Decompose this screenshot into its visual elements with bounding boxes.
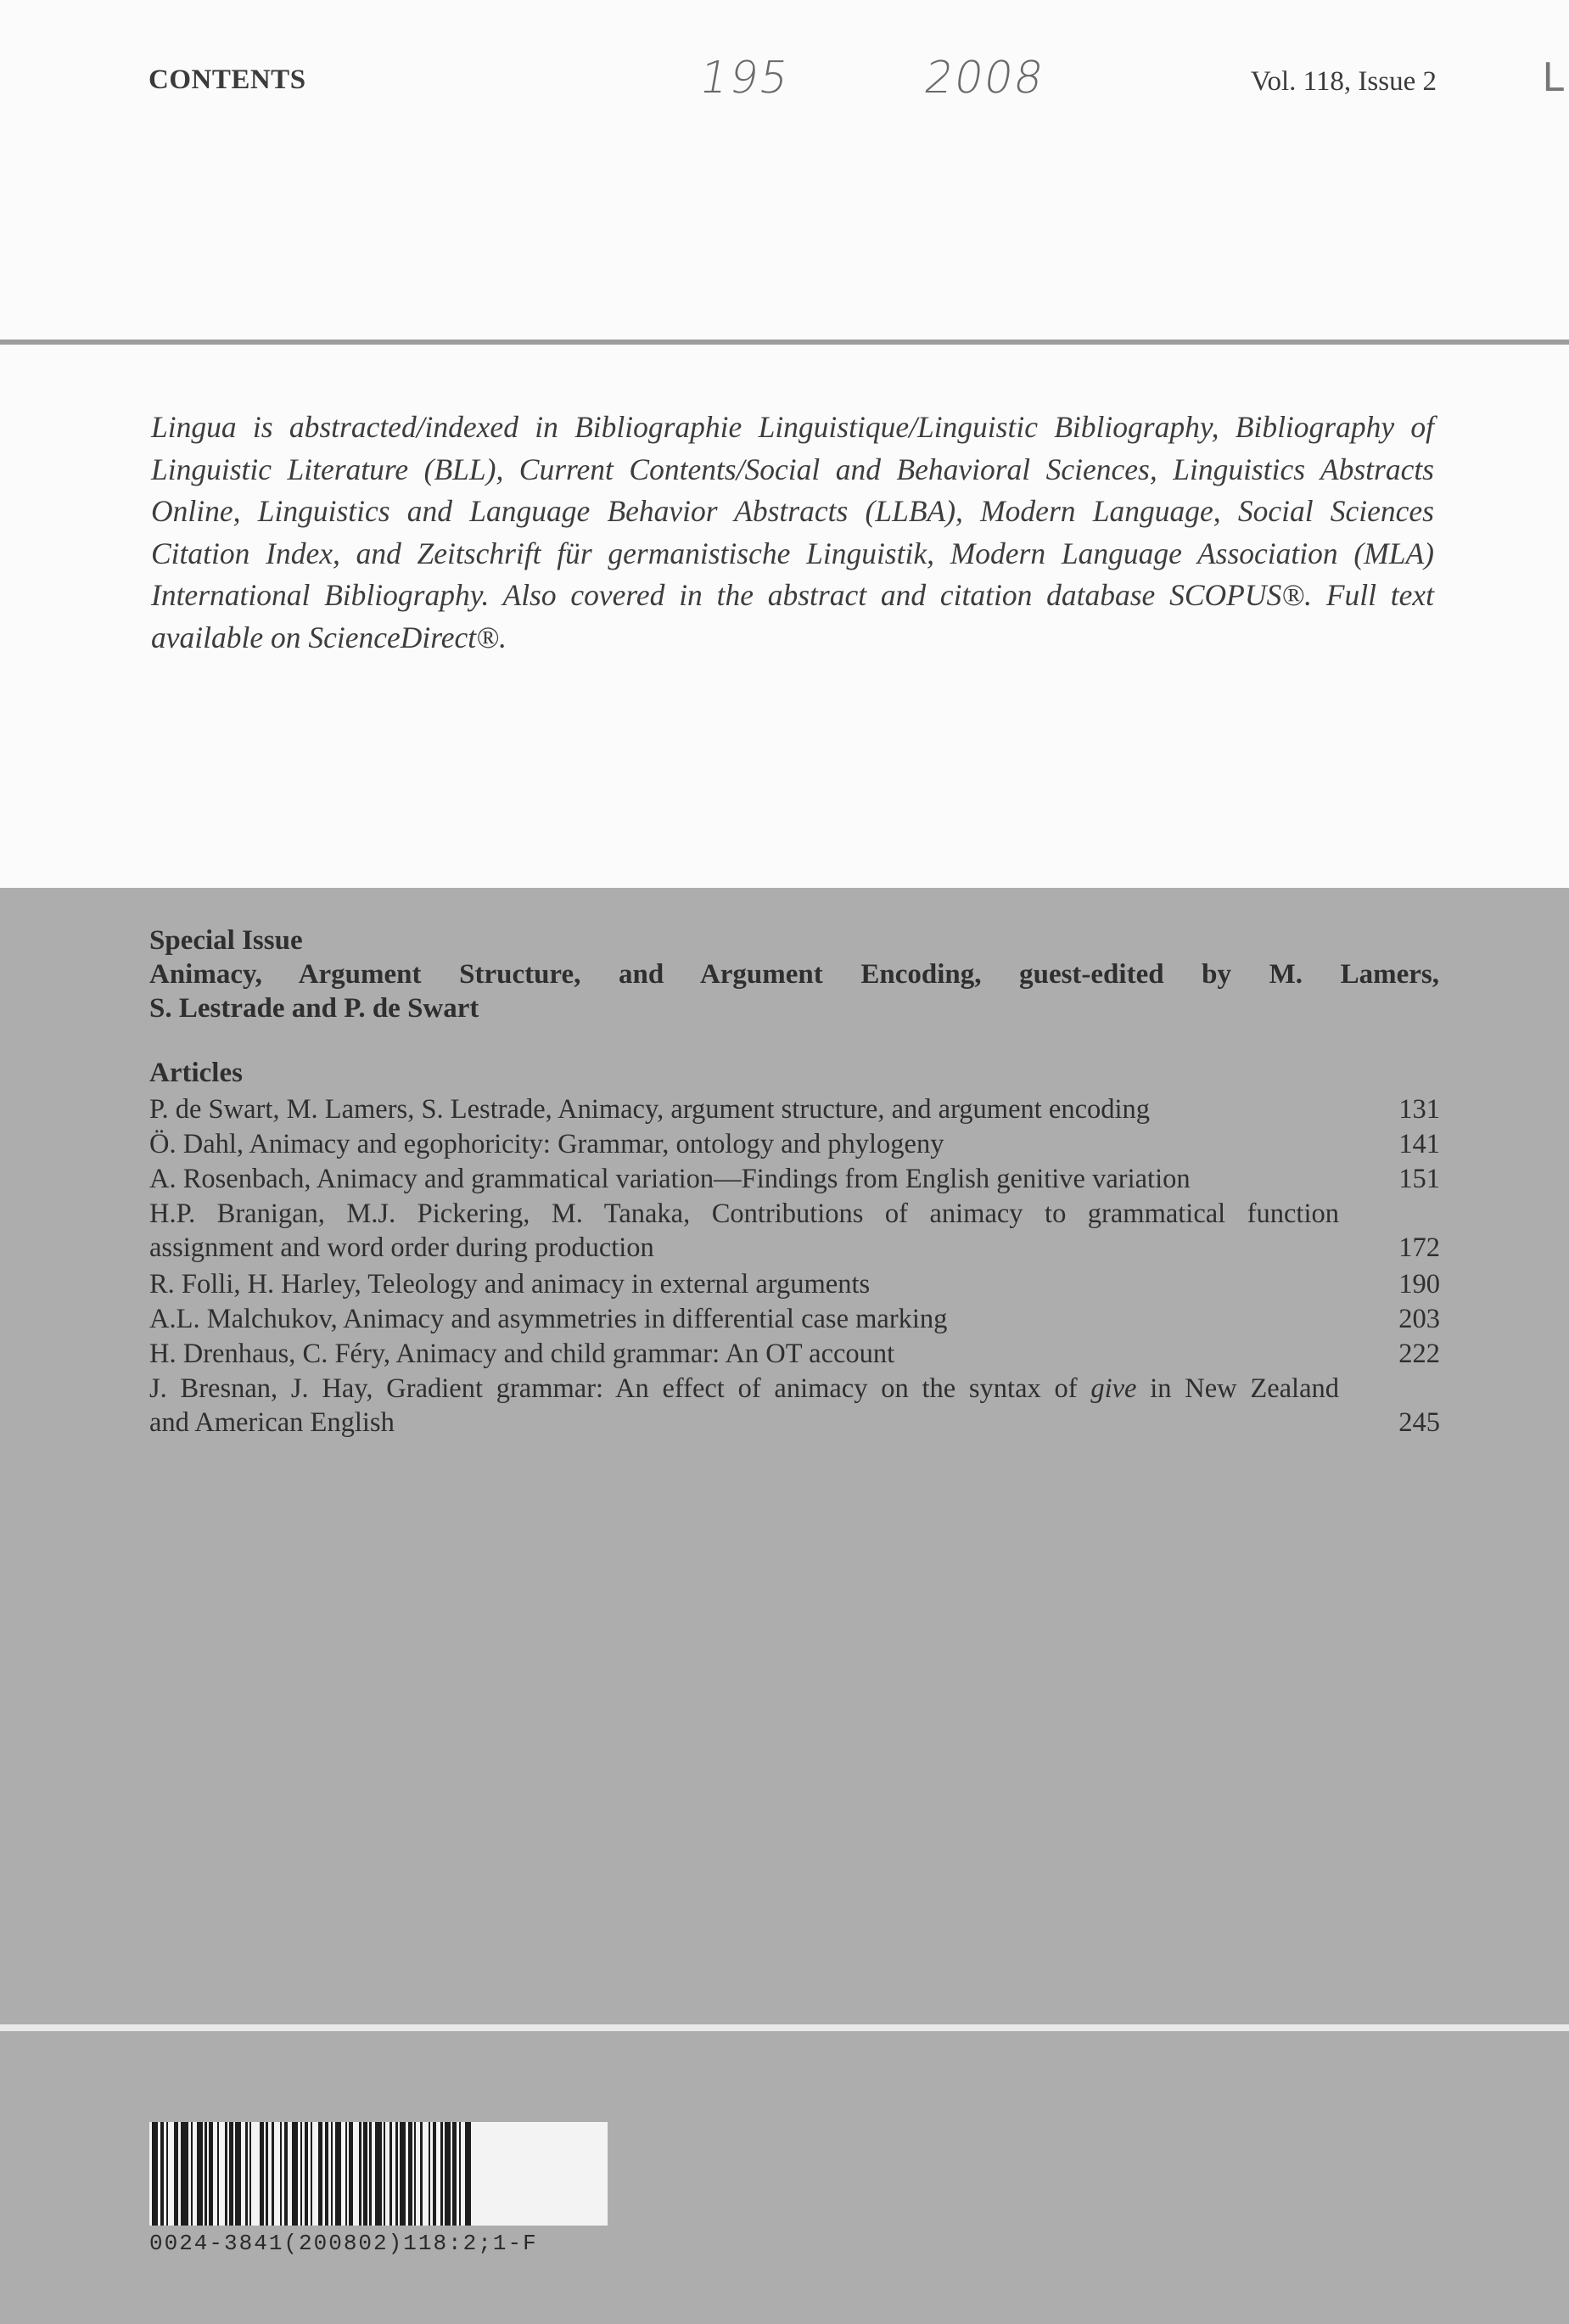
special-issue-label: Special Issue bbox=[149, 925, 303, 956]
barcode-gap bbox=[251, 2122, 260, 2226]
article-title-cont: assignment and word order during production bbox=[149, 1232, 654, 1263]
article-title: A.L. Malchukov, Animacy and asymmetries in differential case marking bbox=[149, 1304, 948, 1334]
special-issue-title: Animacy, Argument Structure, and Argument Encoding, guest-edited by M. Lamers, bbox=[149, 959, 1439, 990]
barcode-gap bbox=[353, 2122, 359, 2226]
barcode-bar bbox=[292, 2122, 298, 2226]
barcode-gap bbox=[168, 2122, 174, 2226]
article-page: 151 bbox=[1398, 1164, 1440, 1194]
barcode-bar bbox=[197, 2122, 203, 2226]
article-page: 131 bbox=[1398, 1094, 1440, 1125]
article-page: 172 bbox=[1398, 1232, 1440, 1263]
article-entry bbox=[149, 1302, 1440, 1336]
special-issue-title-cont: S. Lestrade and P. de Swart bbox=[149, 993, 479, 1024]
contents-heading: CONTENTS bbox=[148, 65, 306, 95]
barcode-gap bbox=[312, 2122, 318, 2226]
article-page: 245 bbox=[1398, 1407, 1440, 1438]
article-title: A. Rosenbach, Animacy and grammatical variation—Findings from English genitive variation bbox=[149, 1164, 1191, 1194]
barcode-bar bbox=[181, 2122, 189, 2226]
barcode-bar bbox=[465, 2122, 471, 2226]
articles-heading: Articles bbox=[149, 1058, 243, 1088]
article-title-text: J. Bresnan, J. Hay, Gradient grammar: An effect of animacy on the syntax of bbox=[149, 1373, 1091, 1404]
article-title bbox=[149, 1372, 1339, 1406]
article-entry bbox=[149, 1372, 1440, 1440]
article-title: Ö. Dahl, Animacy and egophoricity: Grammar, ontology and phylogeny bbox=[149, 1129, 944, 1159]
article-entry bbox=[149, 1092, 1440, 1126]
barcode-number: 0024-3841(200802)118:2;1-F bbox=[149, 2231, 538, 2256]
edge-mark: L bbox=[1542, 54, 1564, 100]
barcode-gap bbox=[219, 2122, 225, 2226]
article-title: R. Folli, H. Harley, Teleology and animacy in external arguments bbox=[149, 1269, 871, 1300]
article-title-cont: and American English bbox=[149, 1407, 395, 1438]
article-title-italic: give bbox=[1090, 1373, 1137, 1404]
article-entry bbox=[149, 1127, 1440, 1161]
article-page: 222 bbox=[1398, 1339, 1440, 1369]
special-issue-block bbox=[149, 923, 1439, 1025]
indexing-line: Linguistic Literature (BLL), Current Contents/Social and Behavioral Sciences, Linguistics Abstracts bbox=[151, 452, 1434, 486]
article-entry bbox=[149, 1162, 1440, 1196]
band-divider bbox=[0, 2024, 1569, 2031]
article-title: P. de Swart, M. Lamers, S. Lestrade, Animacy, argument structure, and argument encoding bbox=[149, 1094, 1151, 1125]
indexing-line: Lingua is abstracted/indexed in Bibliographie Linguistique/Linguistic Bibliography, Bibliography of bbox=[151, 410, 1434, 444]
article-entry bbox=[149, 1337, 1440, 1371]
barcode-bar bbox=[152, 2122, 158, 2226]
handwritten-year: 2008 bbox=[920, 53, 1049, 104]
volume-issue: Vol. 118, Issue 2 bbox=[1250, 66, 1437, 97]
article-page: 203 bbox=[1398, 1304, 1440, 1334]
barcode-bar bbox=[375, 2122, 381, 2226]
indexing-line: Citation Index, and Zeitschrift für germanistische Linguistik, Modern Language Association (MLA) bbox=[151, 536, 1434, 570]
indexing-statement bbox=[151, 407, 1434, 659]
article-page: 190 bbox=[1398, 1269, 1440, 1300]
barcode-bar bbox=[335, 2122, 341, 2226]
handwritten-number: 195 bbox=[695, 53, 794, 104]
indexing-line: International Bibliography. Also covered in the abstract and citation database SCOPUS®. Full text bbox=[151, 578, 1434, 612]
header-divider bbox=[0, 340, 1569, 345]
article-title-text: in New Zealand bbox=[1136, 1373, 1339, 1404]
article-entry bbox=[149, 1267, 1440, 1301]
article-entry bbox=[149, 1197, 1440, 1265]
barcode-gap bbox=[274, 2122, 280, 2226]
article-page: 141 bbox=[1398, 1129, 1440, 1159]
barcode-bar bbox=[400, 2122, 406, 2226]
barcode-gap bbox=[423, 2122, 429, 2226]
barcode-bar bbox=[445, 2122, 451, 2226]
barcode bbox=[149, 2122, 608, 2226]
article-title: H.P. Branigan, M.J. Pickering, M. Tanaka, Contributions of animacy to grammatical function bbox=[149, 1198, 1339, 1229]
indexing-line: Online, Linguistics and Language Behavior Abstracts (LLBA), Modern Language, Social Sciences bbox=[151, 494, 1434, 528]
indexing-line: available on ScienceDirect®. bbox=[151, 620, 507, 654]
article-title: H. Drenhaus, C. Féry, Animacy and child grammar: An OT account bbox=[149, 1339, 895, 1369]
barcode-bar bbox=[235, 2122, 241, 2226]
